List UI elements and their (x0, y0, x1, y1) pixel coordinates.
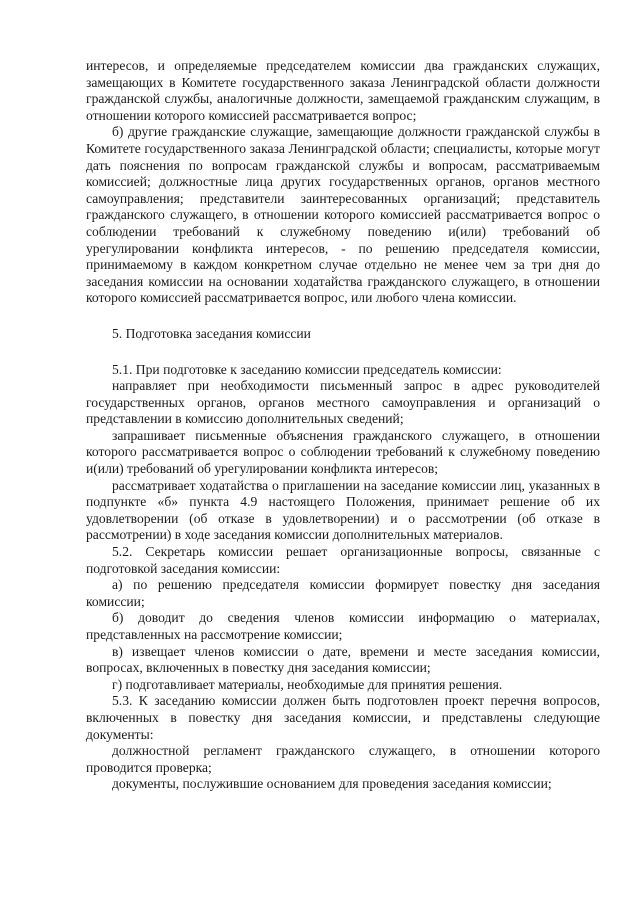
paragraph-item-g: г) подготавливает материалы, необходимые для принятия решения. (112, 676, 503, 692)
document-body (86, 58, 600, 793)
paragraph-sends-request: направляет при необходимости письменный запрос в адрес руководителей государственных органов, органов местного самоуправления и организаций о представлении в комиссию дополнительных сведений; (86, 378, 600, 427)
paragraph-reviews-petitions: рассматривает ходатайства о приглашении на заседание комиссии лиц, указанных в подпункте «б» пункта 4.9 настоящего Положения, принимает решение об их удовлетворении (об отказе в удовлетворении) и о рассмотрении (об отказе в рассмотрении) в ходе заседания комиссии дополнительных материалов. (86, 477, 600, 543)
paragraph-requests-explanations: запрашивает письменные объяснения гражданского служащего, в отношении которого рассматривается вопрос о соблюдении требований к служебному поведению и(или) требований об урегулировании конфликта интересов; (86, 427, 600, 477)
section-heading: 5. Подготовка заседания комиссии (112, 325, 311, 341)
paragraph-documents-basis: документы, послужившие основанием для проведения заседания комиссии; (112, 776, 552, 792)
paragraph-5-3: 5.3. К заседанию комиссии должен быть подготовлен проект перечня вопросов, включенных в повестку дня заседания комиссии, и представлены следующие документы: (86, 693, 600, 742)
paragraph-item-v: в) извещает членов комиссии о дате, времени и месте заседания комиссии, вопросах, включенных в повестку дня заседания комиссии; (86, 643, 600, 676)
paragraph-continuation: интересов, и определяемые председателем комиссии два гражданских служащих, замещающих в Комитете государственного заказа Ленинградской области должности гражданской службы, аналогичные должности, замещаемой гражданским служащим, в отношении которого комиссией рассматривается вопрос; (86, 58, 600, 123)
paragraph-item-b: б) другие гражданские служащие, замещающие должности гражданской службы в Комитете государственного заказа Ленинградской области; специалисты, которые могут дать пояснения по вопросам гражданской службы и вопросам, рассматриваемым комиссией; должностные лица других государственных органов, органов местного самоуправления; представители заинтересованных организаций; представитель гражданского служащего, в отношении которого комиссией рассматривается вопрос о соблюдении требований к служебному поведению и(или) требований об урегулировании конфликта интересов, - по решению председателя комиссии, принимаемому в каждом конкретном случае отдельно не менее чем за три дня до заседания комиссии на основании ходатайства гражданского служащего, в отношении которого комиссией рассматривается вопрос, или любого члена комиссии. (86, 124, 600, 306)
paragraph-item-a: а) по решению председателя комиссии формирует повестку дня заседания комиссии; (86, 577, 600, 609)
paragraph-job-regulation: должностной регламент гражданского служащего, в отношении которого проводится проверка; (86, 743, 600, 775)
paragraph-item-b-2: б) доводит до сведения членов комиссии информацию о материалах, представленных на рассмотрение комиссии; (86, 610, 600, 642)
paragraph-5-2: 5.2. Секретарь комиссии решает организационные вопросы, связанные с подготовкой заседания комиссии: (86, 544, 600, 576)
paragraph-5-1: 5.1. При подготовке к заседанию комиссии председатель комиссии: (112, 361, 502, 377)
